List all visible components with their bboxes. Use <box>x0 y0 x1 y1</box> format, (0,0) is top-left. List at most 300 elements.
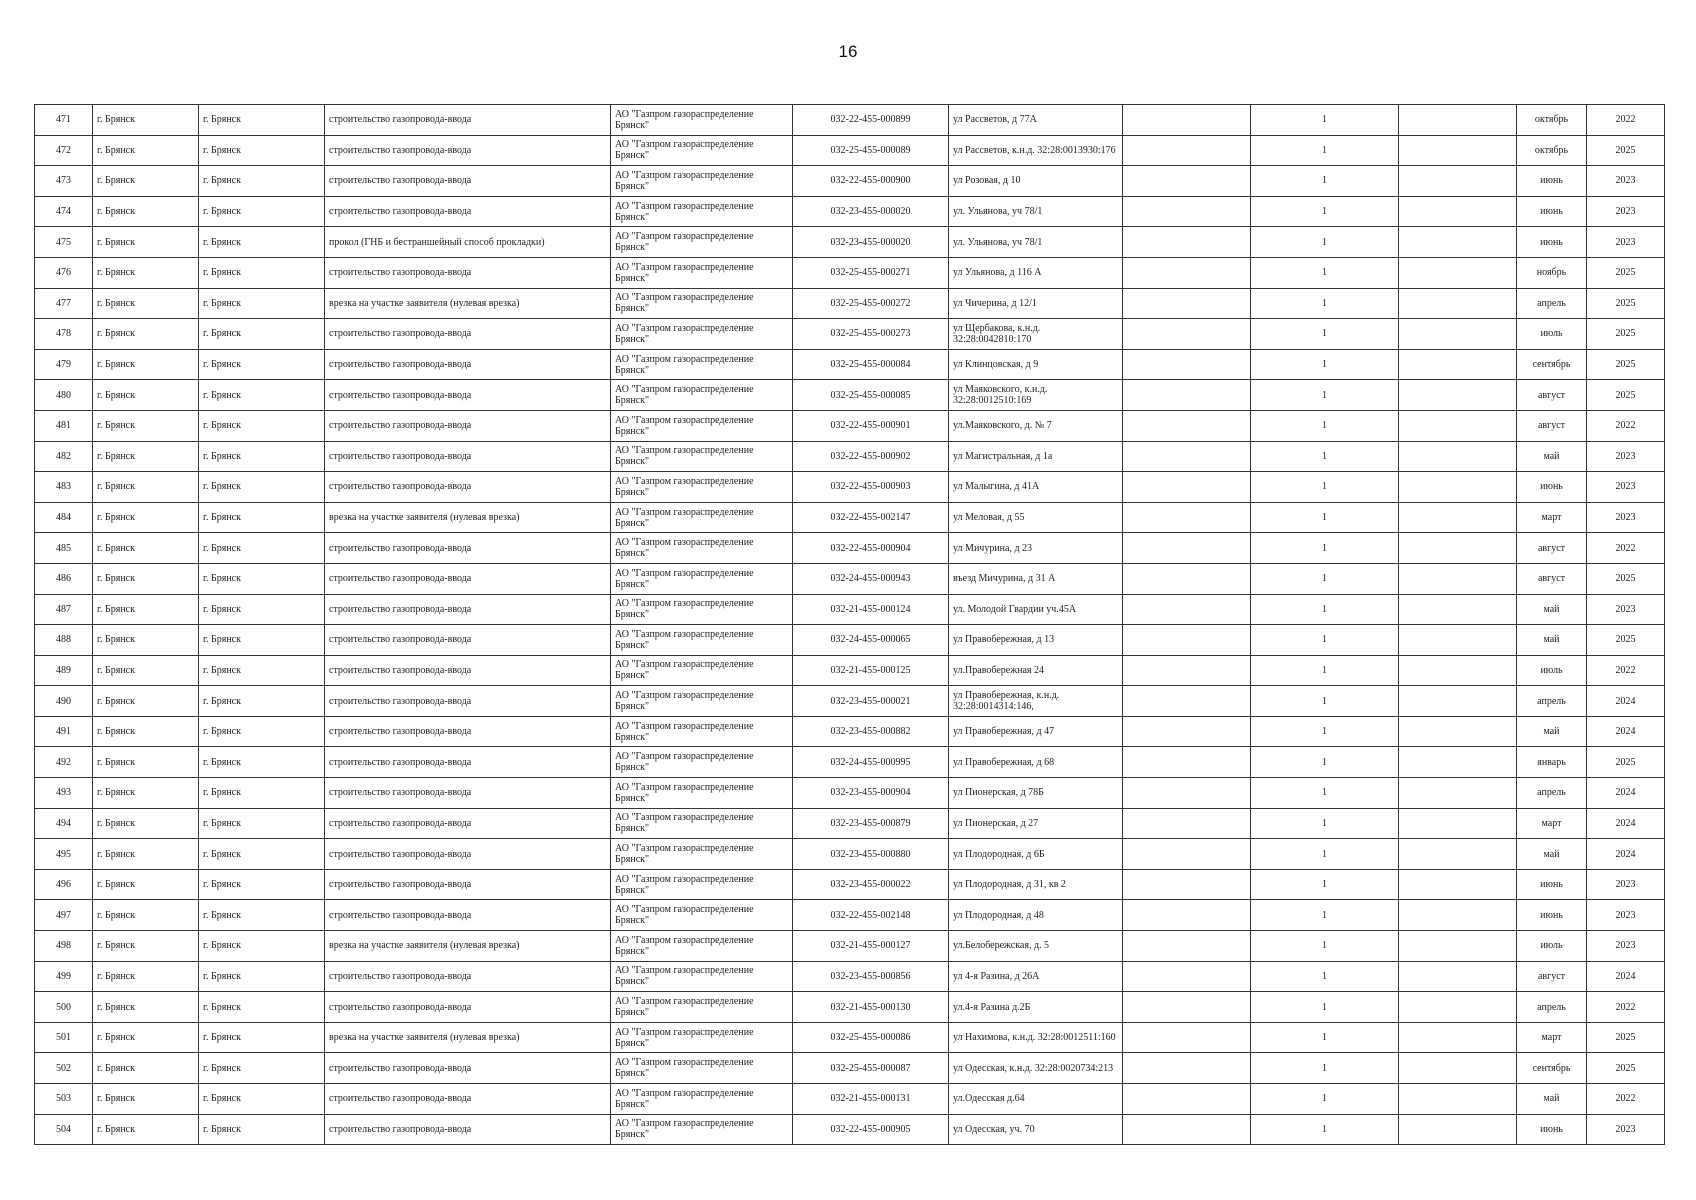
row-number-cell: 482 <box>35 441 93 472</box>
locality-cell: г. Брянск <box>199 992 325 1023</box>
address-cell: ул Рассветов, д 77А <box>949 105 1123 136</box>
district-cell: г. Брянск <box>93 135 199 166</box>
district-cell: г. Брянск <box>93 257 199 288</box>
empty-cell-2 <box>1399 472 1517 503</box>
year-cell: 2023 <box>1587 196 1665 227</box>
data-table <box>34 104 1665 1145</box>
work-type-cell: строительство газопровода-ввода <box>325 257 611 288</box>
quantity-cell: 1 <box>1251 1022 1399 1053</box>
application-number-cell: 032-21-455-000125 <box>793 655 949 686</box>
work-type-cell: врезка на участке заявителя (нулевая врезка) <box>325 931 611 962</box>
district-cell: г. Брянск <box>93 166 199 197</box>
organization-cell: АО "Газпром газораспределение Брянск" <box>611 227 793 258</box>
empty-cell-2 <box>1399 105 1517 136</box>
district-cell: г. Брянск <box>93 410 199 441</box>
empty-cell-2 <box>1399 900 1517 931</box>
address-cell: ул Нахимова, к.н.д. 32:28:0012511:160 <box>949 1022 1123 1053</box>
locality-cell: г. Брянск <box>199 380 325 411</box>
table-row <box>35 563 1665 594</box>
empty-cell <box>1123 931 1251 962</box>
month-cell: сентябрь <box>1517 349 1587 380</box>
district-cell: г. Брянск <box>93 319 199 350</box>
quantity-cell: 1 <box>1251 1084 1399 1115</box>
table-row <box>35 1053 1665 1084</box>
empty-cell <box>1123 288 1251 319</box>
quantity-cell: 1 <box>1251 196 1399 227</box>
organization-cell: АО "Газпром газораспределение Брянск" <box>611 808 793 839</box>
year-cell: 2024 <box>1587 686 1665 717</box>
address-cell: ул Одесская, уч. 70 <box>949 1114 1123 1145</box>
empty-cell-2 <box>1399 778 1517 809</box>
address-cell: ул Магистральная, д 1а <box>949 441 1123 472</box>
year-cell: 2024 <box>1587 839 1665 870</box>
empty-cell-2 <box>1399 135 1517 166</box>
empty-cell <box>1123 686 1251 717</box>
application-number-cell: 032-23-455-000879 <box>793 808 949 839</box>
table-row <box>35 716 1665 747</box>
row-number-cell: 485 <box>35 533 93 564</box>
address-cell: ул Правобережная, д 13 <box>949 625 1123 656</box>
address-cell: ул Плодородная, д 48 <box>949 900 1123 931</box>
empty-cell-2 <box>1399 655 1517 686</box>
month-cell: август <box>1517 410 1587 441</box>
work-type-cell: строительство газопровода-ввода <box>325 166 611 197</box>
application-number-cell: 032-21-455-000131 <box>793 1084 949 1115</box>
month-cell: июль <box>1517 319 1587 350</box>
empty-cell <box>1123 1084 1251 1115</box>
table-row <box>35 869 1665 900</box>
empty-cell <box>1123 410 1251 441</box>
application-number-cell: 032-25-455-000085 <box>793 380 949 411</box>
locality-cell: г. Брянск <box>199 1084 325 1115</box>
application-number-cell: 032-24-455-000943 <box>793 563 949 594</box>
work-type-cell: строительство газопровода-ввода <box>325 105 611 136</box>
address-cell: ул Одесская, к.н.д. 32:28:0020734:213 <box>949 1053 1123 1084</box>
organization-cell: АО "Газпром газораспределение Брянск" <box>611 716 793 747</box>
address-cell: ул Рассветов, к.н.д. 32:28:0013930:176 <box>949 135 1123 166</box>
locality-cell: г. Брянск <box>199 502 325 533</box>
organization-cell: АО "Газпром газораспределение Брянск" <box>611 349 793 380</box>
district-cell: г. Брянск <box>93 563 199 594</box>
table-row <box>35 319 1665 350</box>
district-cell: г. Брянск <box>93 1114 199 1145</box>
application-number-cell: 032-22-455-000904 <box>793 533 949 564</box>
work-type-cell: строительство газопровода-ввода <box>325 655 611 686</box>
table-row <box>35 135 1665 166</box>
month-cell: апрель <box>1517 288 1587 319</box>
organization-cell: АО "Газпром газораспределение Брянск" <box>611 686 793 717</box>
quantity-cell: 1 <box>1251 900 1399 931</box>
locality-cell: г. Брянск <box>199 533 325 564</box>
empty-cell-2 <box>1399 533 1517 564</box>
empty-cell <box>1123 135 1251 166</box>
table-row <box>35 625 1665 656</box>
month-cell: май <box>1517 716 1587 747</box>
year-cell: 2025 <box>1587 288 1665 319</box>
month-cell: октябрь <box>1517 105 1587 136</box>
application-number-cell: 032-22-455-000900 <box>793 166 949 197</box>
work-type-cell: строительство газопровода-ввода <box>325 716 611 747</box>
district-cell: г. Брянск <box>93 594 199 625</box>
work-type-cell: врезка на участке заявителя (нулевая врезка) <box>325 288 611 319</box>
empty-cell <box>1123 808 1251 839</box>
quantity-cell: 1 <box>1251 227 1399 258</box>
empty-cell-2 <box>1399 747 1517 778</box>
quantity-cell: 1 <box>1251 472 1399 503</box>
work-type-cell: строительство газопровода-ввода <box>325 533 611 564</box>
address-cell: ул Мичурина, д 23 <box>949 533 1123 564</box>
empty-cell <box>1123 257 1251 288</box>
year-cell: 2025 <box>1587 563 1665 594</box>
empty-cell <box>1123 502 1251 533</box>
organization-cell: АО "Газпром газораспределение Брянск" <box>611 594 793 625</box>
locality-cell: г. Брянск <box>199 563 325 594</box>
month-cell: апрель <box>1517 778 1587 809</box>
district-cell: г. Брянск <box>93 1022 199 1053</box>
empty-cell-2 <box>1399 441 1517 472</box>
row-number-cell: 487 <box>35 594 93 625</box>
month-cell: октябрь <box>1517 135 1587 166</box>
locality-cell: г. Брянск <box>199 716 325 747</box>
address-cell: ул Малыгина, д 41А <box>949 472 1123 503</box>
month-cell: май <box>1517 625 1587 656</box>
district-cell: г. Брянск <box>93 808 199 839</box>
address-cell: ул Плодородная, д 31, кв 2 <box>949 869 1123 900</box>
year-cell: 2025 <box>1587 625 1665 656</box>
organization-cell: АО "Газпром газораспределение Брянск" <box>611 105 793 136</box>
month-cell: август <box>1517 961 1587 992</box>
row-number-cell: 498 <box>35 931 93 962</box>
organization-cell: АО "Газпром газораспределение Брянск" <box>611 1022 793 1053</box>
row-number-cell: 493 <box>35 778 93 809</box>
month-cell: май <box>1517 441 1587 472</box>
locality-cell: г. Брянск <box>199 410 325 441</box>
organization-cell: АО "Газпром газораспределение Брянск" <box>611 563 793 594</box>
month-cell: июнь <box>1517 1114 1587 1145</box>
work-type-cell: строительство газопровода-ввода <box>325 625 611 656</box>
year-cell: 2025 <box>1587 257 1665 288</box>
quantity-cell: 1 <box>1251 961 1399 992</box>
empty-cell-2 <box>1399 808 1517 839</box>
year-cell: 2025 <box>1587 1053 1665 1084</box>
application-number-cell: 032-24-455-000995 <box>793 747 949 778</box>
table-row <box>35 349 1665 380</box>
organization-cell: АО "Газпром газораспределение Брянск" <box>611 502 793 533</box>
work-type-cell: строительство газопровода-ввода <box>325 992 611 1023</box>
quantity-cell: 1 <box>1251 808 1399 839</box>
year-cell: 2022 <box>1587 410 1665 441</box>
address-cell: ул.Маяковского, д. № 7 <box>949 410 1123 441</box>
month-cell: ноябрь <box>1517 257 1587 288</box>
address-cell: ул Клинцовская, д 9 <box>949 349 1123 380</box>
locality-cell: г. Брянск <box>199 472 325 503</box>
month-cell: июнь <box>1517 472 1587 503</box>
application-number-cell: 032-25-455-000084 <box>793 349 949 380</box>
row-number-cell: 484 <box>35 502 93 533</box>
work-type-cell: строительство газопровода-ввода <box>325 319 611 350</box>
year-cell: 2023 <box>1587 869 1665 900</box>
quantity-cell: 1 <box>1251 349 1399 380</box>
address-cell: ул Правобережная, д 68 <box>949 747 1123 778</box>
district-cell: г. Брянск <box>93 839 199 870</box>
address-cell: ул Пионерская, д 27 <box>949 808 1123 839</box>
district-cell: г. Брянск <box>93 716 199 747</box>
locality-cell: г. Брянск <box>199 349 325 380</box>
district-cell: г. Брянск <box>93 778 199 809</box>
empty-cell <box>1123 380 1251 411</box>
application-number-cell: 032-25-455-000087 <box>793 1053 949 1084</box>
table-row <box>35 105 1665 136</box>
quantity-cell: 1 <box>1251 288 1399 319</box>
district-cell: г. Брянск <box>93 472 199 503</box>
quantity-cell: 1 <box>1251 839 1399 870</box>
empty-cell <box>1123 747 1251 778</box>
address-cell: ул Щербакова, к.н.д. 32:28:0042810:170 <box>949 319 1123 350</box>
quantity-cell: 1 <box>1251 1114 1399 1145</box>
address-cell: ул. Молодой Гвардии уч.45А <box>949 594 1123 625</box>
row-number-cell: 489 <box>35 655 93 686</box>
table-row <box>35 472 1665 503</box>
year-cell: 2023 <box>1587 227 1665 258</box>
organization-cell: АО "Газпром газораспределение Брянск" <box>611 778 793 809</box>
table-row <box>35 900 1665 931</box>
table-row <box>35 380 1665 411</box>
quantity-cell: 1 <box>1251 441 1399 472</box>
organization-cell: АО "Газпром газораспределение Брянск" <box>611 380 793 411</box>
row-number-cell: 480 <box>35 380 93 411</box>
quantity-cell: 1 <box>1251 869 1399 900</box>
district-cell: г. Брянск <box>93 533 199 564</box>
table-row <box>35 1084 1665 1115</box>
empty-cell-2 <box>1399 380 1517 411</box>
empty-cell-2 <box>1399 839 1517 870</box>
empty-cell <box>1123 349 1251 380</box>
quantity-cell: 1 <box>1251 319 1399 350</box>
month-cell: апрель <box>1517 992 1587 1023</box>
district-cell: г. Брянск <box>93 992 199 1023</box>
year-cell: 2022 <box>1587 655 1665 686</box>
month-cell: март <box>1517 808 1587 839</box>
row-number-cell: 471 <box>35 105 93 136</box>
year-cell: 2023 <box>1587 441 1665 472</box>
row-number-cell: 496 <box>35 869 93 900</box>
work-type-cell: строительство газопровода-ввода <box>325 594 611 625</box>
row-number-cell: 502 <box>35 1053 93 1084</box>
locality-cell: г. Брянск <box>199 166 325 197</box>
row-number-cell: 499 <box>35 961 93 992</box>
organization-cell: АО "Газпром газораспределение Брянск" <box>611 992 793 1023</box>
row-number-cell: 490 <box>35 686 93 717</box>
empty-cell <box>1123 1022 1251 1053</box>
locality-cell: г. Брянск <box>199 288 325 319</box>
table-row <box>35 961 1665 992</box>
empty-cell-2 <box>1399 410 1517 441</box>
year-cell: 2022 <box>1587 105 1665 136</box>
district-cell: г. Брянск <box>93 227 199 258</box>
application-number-cell: 032-25-455-000271 <box>793 257 949 288</box>
empty-cell <box>1123 563 1251 594</box>
work-type-cell: строительство газопровода-ввода <box>325 441 611 472</box>
year-cell: 2025 <box>1587 135 1665 166</box>
district-cell: г. Брянск <box>93 349 199 380</box>
organization-cell: АО "Газпром газораспределение Брянск" <box>611 166 793 197</box>
organization-cell: АО "Газпром газораспределение Брянск" <box>611 931 793 962</box>
work-type-cell: строительство газопровода-ввода <box>325 1053 611 1084</box>
application-number-cell: 032-23-455-000882 <box>793 716 949 747</box>
empty-cell <box>1123 441 1251 472</box>
row-number-cell: 504 <box>35 1114 93 1145</box>
application-number-cell: 032-25-455-000089 <box>793 135 949 166</box>
empty-cell <box>1123 319 1251 350</box>
address-cell: ул. Ульянова, уч 78/1 <box>949 196 1123 227</box>
empty-cell <box>1123 472 1251 503</box>
empty-cell <box>1123 105 1251 136</box>
locality-cell: г. Брянск <box>199 441 325 472</box>
table-body <box>35 105 1665 1145</box>
empty-cell-2 <box>1399 1114 1517 1145</box>
address-cell: ул. Ульянова, уч 78/1 <box>949 227 1123 258</box>
empty-cell-2 <box>1399 319 1517 350</box>
work-type-cell: строительство газопровода-ввода <box>325 747 611 778</box>
row-number-cell: 479 <box>35 349 93 380</box>
application-number-cell: 032-23-455-000020 <box>793 196 949 227</box>
empty-cell <box>1123 869 1251 900</box>
empty-cell-2 <box>1399 594 1517 625</box>
locality-cell: г. Брянск <box>199 105 325 136</box>
year-cell: 2023 <box>1587 166 1665 197</box>
address-cell: ул.Белобережская, д. 5 <box>949 931 1123 962</box>
work-type-cell: строительство газопровода-ввода <box>325 839 611 870</box>
address-cell: ул Пионерская, д 78Б <box>949 778 1123 809</box>
empty-cell <box>1123 1053 1251 1084</box>
address-cell: ул.Одесская д.64 <box>949 1084 1123 1115</box>
district-cell: г. Брянск <box>93 288 199 319</box>
year-cell: 2022 <box>1587 992 1665 1023</box>
table-row <box>35 196 1665 227</box>
year-cell: 2025 <box>1587 380 1665 411</box>
address-cell: въезд Мичурина, д 31 А <box>949 563 1123 594</box>
work-type-cell: строительство газопровода-ввода <box>325 410 611 441</box>
empty-cell <box>1123 778 1251 809</box>
quantity-cell: 1 <box>1251 1053 1399 1084</box>
month-cell: апрель <box>1517 686 1587 717</box>
month-cell: август <box>1517 563 1587 594</box>
organization-cell: АО "Газпром газораспределение Брянск" <box>611 869 793 900</box>
application-number-cell: 032-22-455-000901 <box>793 410 949 441</box>
table-row <box>35 594 1665 625</box>
organization-cell: АО "Газпром газораспределение Брянск" <box>611 319 793 350</box>
table-row <box>35 686 1665 717</box>
work-type-cell: строительство газопровода-ввода <box>325 900 611 931</box>
year-cell: 2023 <box>1587 931 1665 962</box>
year-cell: 2023 <box>1587 900 1665 931</box>
year-cell: 2025 <box>1587 349 1665 380</box>
month-cell: июль <box>1517 655 1587 686</box>
address-cell: ул Плодородная, д 6Б <box>949 839 1123 870</box>
row-number-cell: 473 <box>35 166 93 197</box>
application-number-cell: 032-22-455-002147 <box>793 502 949 533</box>
address-cell: ул.Правобережная 24 <box>949 655 1123 686</box>
organization-cell: АО "Газпром газораспределение Брянск" <box>611 533 793 564</box>
table-row <box>35 808 1665 839</box>
locality-cell: г. Брянск <box>199 625 325 656</box>
locality-cell: г. Брянск <box>199 196 325 227</box>
locality-cell: г. Брянск <box>199 961 325 992</box>
empty-cell-2 <box>1399 686 1517 717</box>
year-cell: 2023 <box>1587 502 1665 533</box>
locality-cell: г. Брянск <box>199 227 325 258</box>
year-cell: 2025 <box>1587 319 1665 350</box>
row-number-cell: 500 <box>35 992 93 1023</box>
application-number-cell: 032-25-455-000273 <box>793 319 949 350</box>
page-number: 16 <box>838 42 858 61</box>
district-cell: г. Брянск <box>93 380 199 411</box>
quantity-cell: 1 <box>1251 625 1399 656</box>
address-cell: ул Ульянова, д 116 А <box>949 257 1123 288</box>
organization-cell: АО "Газпром газораспределение Брянск" <box>611 839 793 870</box>
district-cell: г. Брянск <box>93 625 199 656</box>
locality-cell: г. Брянск <box>199 869 325 900</box>
quantity-cell: 1 <box>1251 380 1399 411</box>
work-type-cell: строительство газопровода-ввода <box>325 380 611 411</box>
organization-cell: АО "Газпром газораспределение Брянск" <box>611 441 793 472</box>
address-cell: ул Чичерина, д 12/1 <box>949 288 1123 319</box>
empty-cell <box>1123 196 1251 227</box>
locality-cell: г. Брянск <box>199 778 325 809</box>
month-cell: сентябрь <box>1517 1053 1587 1084</box>
district-cell: г. Брянск <box>93 900 199 931</box>
row-number-cell: 476 <box>35 257 93 288</box>
address-cell: ул Розовая, д 10 <box>949 166 1123 197</box>
quantity-cell: 1 <box>1251 594 1399 625</box>
year-cell: 2024 <box>1587 961 1665 992</box>
application-number-cell: 032-23-455-000020 <box>793 227 949 258</box>
empty-cell <box>1123 1114 1251 1145</box>
month-cell: январь <box>1517 747 1587 778</box>
month-cell: май <box>1517 594 1587 625</box>
organization-cell: АО "Газпром газораспределение Брянск" <box>611 472 793 503</box>
work-type-cell: строительство газопровода-ввода <box>325 472 611 503</box>
empty-cell-2 <box>1399 288 1517 319</box>
address-cell: ул.4-я Разина д.2Б <box>949 992 1123 1023</box>
table-row <box>35 778 1665 809</box>
district-cell: г. Брянск <box>93 655 199 686</box>
row-number-cell: 486 <box>35 563 93 594</box>
table-row <box>35 441 1665 472</box>
quantity-cell: 1 <box>1251 686 1399 717</box>
empty-cell-2 <box>1399 992 1517 1023</box>
table-row <box>35 1022 1665 1053</box>
year-cell: 2022 <box>1587 1084 1665 1115</box>
year-cell: 2024 <box>1587 778 1665 809</box>
district-cell: г. Брянск <box>93 441 199 472</box>
application-number-cell: 032-23-455-000904 <box>793 778 949 809</box>
locality-cell: г. Брянск <box>199 594 325 625</box>
table-row <box>35 257 1665 288</box>
work-type-cell: прокол (ГНБ и бестраншейный способ прокладки) <box>325 227 611 258</box>
organization-cell: АО "Газпром газораспределение Брянск" <box>611 1053 793 1084</box>
empty-cell <box>1123 900 1251 931</box>
row-number-cell: 475 <box>35 227 93 258</box>
district-cell: г. Брянск <box>93 931 199 962</box>
empty-cell-2 <box>1399 625 1517 656</box>
locality-cell: г. Брянск <box>199 319 325 350</box>
application-number-cell: 032-22-455-000899 <box>793 105 949 136</box>
month-cell: июнь <box>1517 869 1587 900</box>
organization-cell: АО "Газпром газораспределение Брянск" <box>611 410 793 441</box>
empty-cell <box>1123 655 1251 686</box>
empty-cell <box>1123 961 1251 992</box>
